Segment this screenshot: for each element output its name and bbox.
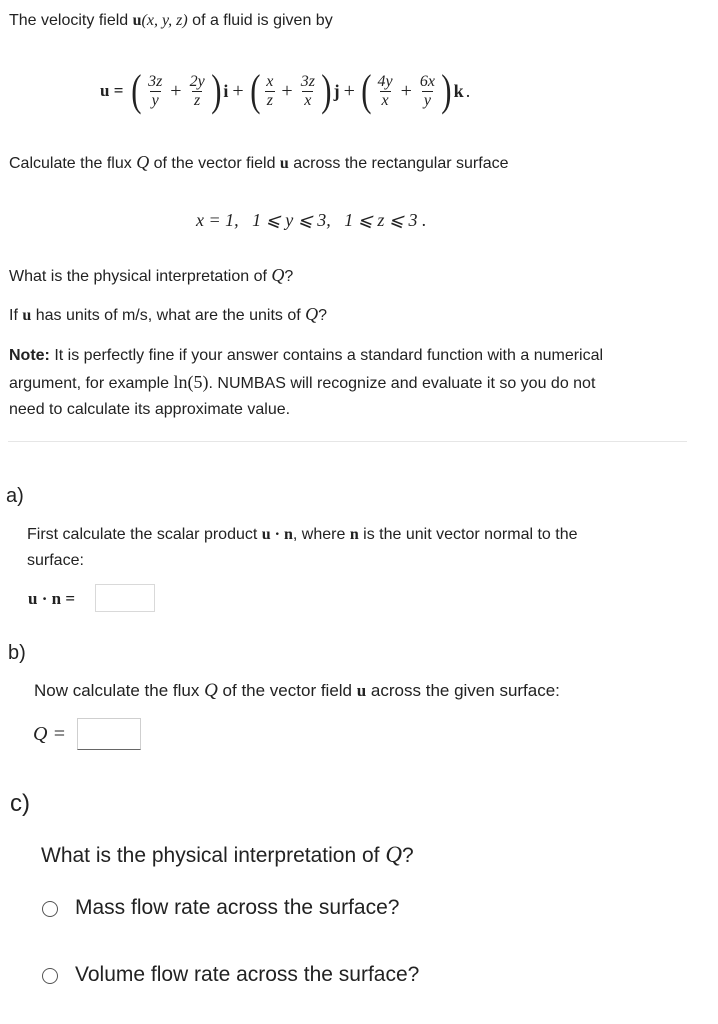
right-paren: ) — [210, 66, 222, 115]
unit-vector-i: i — [223, 80, 229, 101]
left-paren: ( — [131, 66, 142, 115]
fraction-6x-y: $\frac{6x}{y}$ — [419, 72, 436, 109]
plus-sign: + — [400, 79, 412, 102]
unit-vector-k: k — [453, 80, 464, 101]
part-c-letter: c) — [10, 790, 30, 817]
intro-text: The velocity field — [9, 12, 133, 29]
intro-tail: of a fluid is given by — [187, 12, 333, 29]
fraction-3z-x: $\frac{3z}{x}$ — [300, 72, 315, 109]
velocity-symbol: u — [132, 12, 142, 29]
flux-prompt: Calculate the flux Q of the vector field u across the rectangular surface — [9, 152, 509, 172]
unit-vector-j: j — [333, 80, 340, 101]
section-divider — [8, 441, 687, 442]
velocity-args: (x, y, z) — [141, 12, 188, 29]
note-label: Note: — [9, 347, 50, 364]
fraction-2y-z: $\frac{2y}{z}$ — [189, 72, 205, 109]
part-b-answer-label: Q = — [33, 723, 66, 745]
part-c-prompt: What is the physical interpretation of Q? — [41, 842, 414, 867]
part-a-prompt: First calculate the scalar product u · n, where n is the unit vector normal to the surface: — [27, 526, 578, 569]
right-paren: ) — [321, 66, 332, 115]
part-b-letter: b) — [8, 642, 26, 664]
plus-sign: + — [281, 79, 293, 102]
equation-period: . — [465, 80, 471, 101]
option-volume-flow-label[interactable]: Volume flow rate across the surface? — [75, 963, 420, 986]
units-question: If u has units of m/s, what are the units of Q? — [9, 304, 328, 324]
note-block: Note: It is perfectly fine if your answer contains a standard function with a numerical argument, for example ln(5). NUMBAS will recognize and evaluate it so you do not need to calculate its approximate value. — [9, 347, 604, 418]
fraction-3z-y: $\frac{3z}{y}$ — [148, 72, 163, 109]
equation-lhs: u = — [100, 81, 124, 100]
part-a-answer-label: u · n = — [28, 589, 76, 608]
part-b-answer-input[interactable] — [77, 718, 141, 750]
radio-volume-flow[interactable] — [42, 968, 58, 984]
option-mass-flow-label[interactable]: Mass flow rate across the surface? — [75, 896, 400, 919]
field-equation — [100, 64, 470, 118]
intro-line — [9, 11, 333, 31]
part-a-letter: a) — [6, 485, 24, 507]
left-paren: ( — [361, 66, 372, 115]
fraction-4y-x: $\frac{4y}{x}$ — [377, 72, 393, 109]
interpretation-question: What is the physical interpretation of Q? — [9, 265, 294, 285]
part-b-prompt: Now calculate the flux Q of the vector field u across the given surface: — [34, 680, 560, 701]
surface-equation: x = 1, 1 ⩽ y ⩽ 3, 1 ⩽ z ⩽ 3 . — [196, 210, 427, 230]
fraction-x-z: $\frac{x}{z}$ — [266, 72, 274, 109]
right-paren: ) — [441, 66, 452, 115]
plus-sign: + — [170, 79, 182, 102]
radio-mass-flow[interactable] — [42, 901, 58, 917]
plus-sign: + — [232, 79, 244, 102]
part-a-answer-input[interactable] — [95, 584, 155, 612]
example-ln5: ln(5) — [173, 372, 209, 392]
left-paren: ( — [249, 66, 261, 115]
plus-sign: + — [343, 79, 355, 102]
